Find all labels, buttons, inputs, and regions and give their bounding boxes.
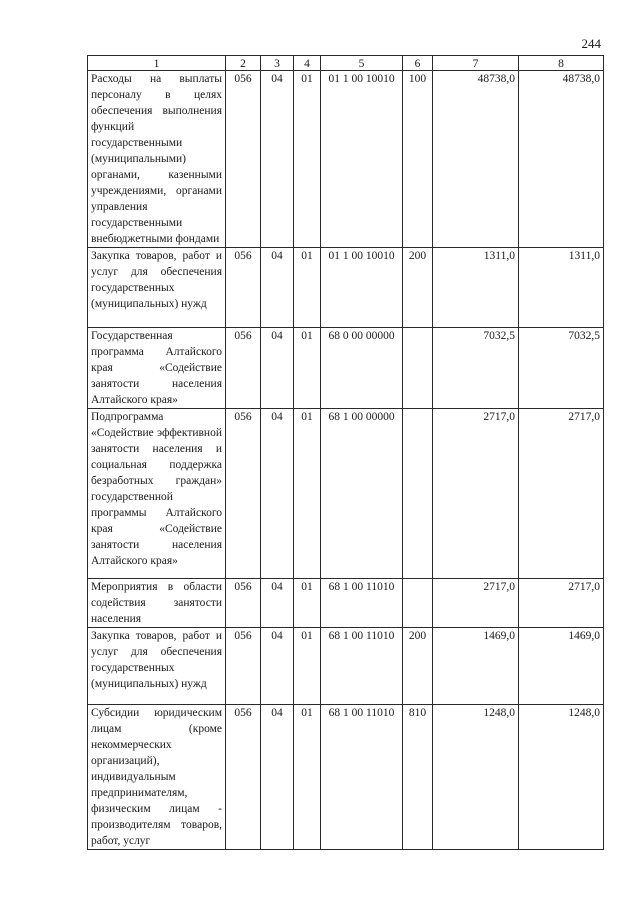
row-rz: 04 [261,579,294,628]
row-name: Расходы на выплаты персоналу в целях обеспечения выполнения функций государственными (муниципальными) органами, казенными учреждениями, органами управления государственными внебюджетными фондами [88,71,226,248]
row-csr: 01 1 00 10010 [321,248,403,328]
row-sum-2: 48738,0 [519,71,604,248]
row-sum-1: 1469,0 [433,628,519,705]
row-name: Закупка товаров, работ и услуг для обеспечения государственных (муниципальных) нужд [88,628,226,705]
row-sum-1: 2717,0 [433,409,519,579]
col-header-1: 1 [88,56,226,71]
row-sum-2: 1469,0 [519,628,604,705]
row-pr: 01 [294,705,321,850]
row-pr: 01 [294,628,321,705]
row-vr: 200 [403,628,433,705]
row-sum-1: 2717,0 [433,579,519,628]
col-header-6: 6 [403,56,433,71]
row-rz: 04 [261,248,294,328]
row-ved: 056 [226,409,261,579]
row-name: Государственная программа Алтайского края «Содействие занятости населения Алтайского края» [88,328,226,409]
row-rz: 04 [261,628,294,705]
row-csr: 68 1 00 11010 [321,579,403,628]
row-ved: 056 [226,705,261,850]
page-number: 244 [581,36,601,51]
row-csr: 68 1 00 11010 [321,628,403,705]
row-ved: 056 [226,248,261,328]
row-csr: 68 0 00 00000 [321,328,403,409]
row-pr: 01 [294,409,321,579]
row-sum-2: 1311,0 [519,248,604,328]
table-row [88,705,604,850]
row-sum-2: 7032,5 [519,328,604,409]
row-sum-1: 1311,0 [433,248,519,328]
header-row [88,56,604,71]
col-header-2: 2 [226,56,261,71]
table-row [88,409,604,579]
row-ved: 056 [226,328,261,409]
row-name: Закупка товаров, работ и услуг для обеспечения государственных (муниципальных) нужд [88,248,226,328]
table-row [88,71,604,248]
row-vr: 100 [403,71,433,248]
table-row [88,328,604,409]
col-header-4: 4 [294,56,321,71]
table-row [88,248,604,328]
row-pr: 01 [294,579,321,628]
row-rz: 04 [261,71,294,248]
row-pr: 01 [294,248,321,328]
col-header-3: 3 [261,56,294,71]
table-row [88,628,604,705]
table-row [88,579,604,628]
row-name: Подпрограмма «Содействие эффективной занятости населения и социальная поддержка безработных граждан» государственной программы Алтайского края «Содействие занятости населения Алтайского края» [88,409,226,579]
row-rz: 04 [261,705,294,850]
row-sum-2: 1248,0 [519,705,604,850]
row-vr: 810 [403,705,433,850]
row-sum-1: 1248,0 [433,705,519,850]
budget-table [87,55,604,850]
row-vr [403,328,433,409]
row-csr: 68 1 00 00000 [321,409,403,579]
row-ved: 056 [226,579,261,628]
col-header-5: 5 [321,56,403,71]
row-sum-1: 7032,5 [433,328,519,409]
col-header-7: 7 [433,56,519,71]
row-sum-2: 2717,0 [519,409,604,579]
row-name: Субсидии юридическим лицам (кроме некоммерческих организаций), индивидуальным предпринимателям, физическим лицам - производителям товаров, работ, услуг [88,705,226,850]
col-header-8: 8 [519,56,604,71]
row-vr [403,409,433,579]
row-csr: 01 1 00 10010 [321,71,403,248]
row-csr: 68 1 00 11010 [321,705,403,850]
row-name: Мероприятия в области содействия занятости населения [88,579,226,628]
row-ved: 056 [226,71,261,248]
row-vr: 200 [403,248,433,328]
row-rz: 04 [261,409,294,579]
row-pr: 01 [294,328,321,409]
row-sum-2: 2717,0 [519,579,604,628]
row-rz: 04 [261,328,294,409]
row-sum-1: 48738,0 [433,71,519,248]
row-pr: 01 [294,71,321,248]
row-ved: 056 [226,628,261,705]
row-vr [403,579,433,628]
